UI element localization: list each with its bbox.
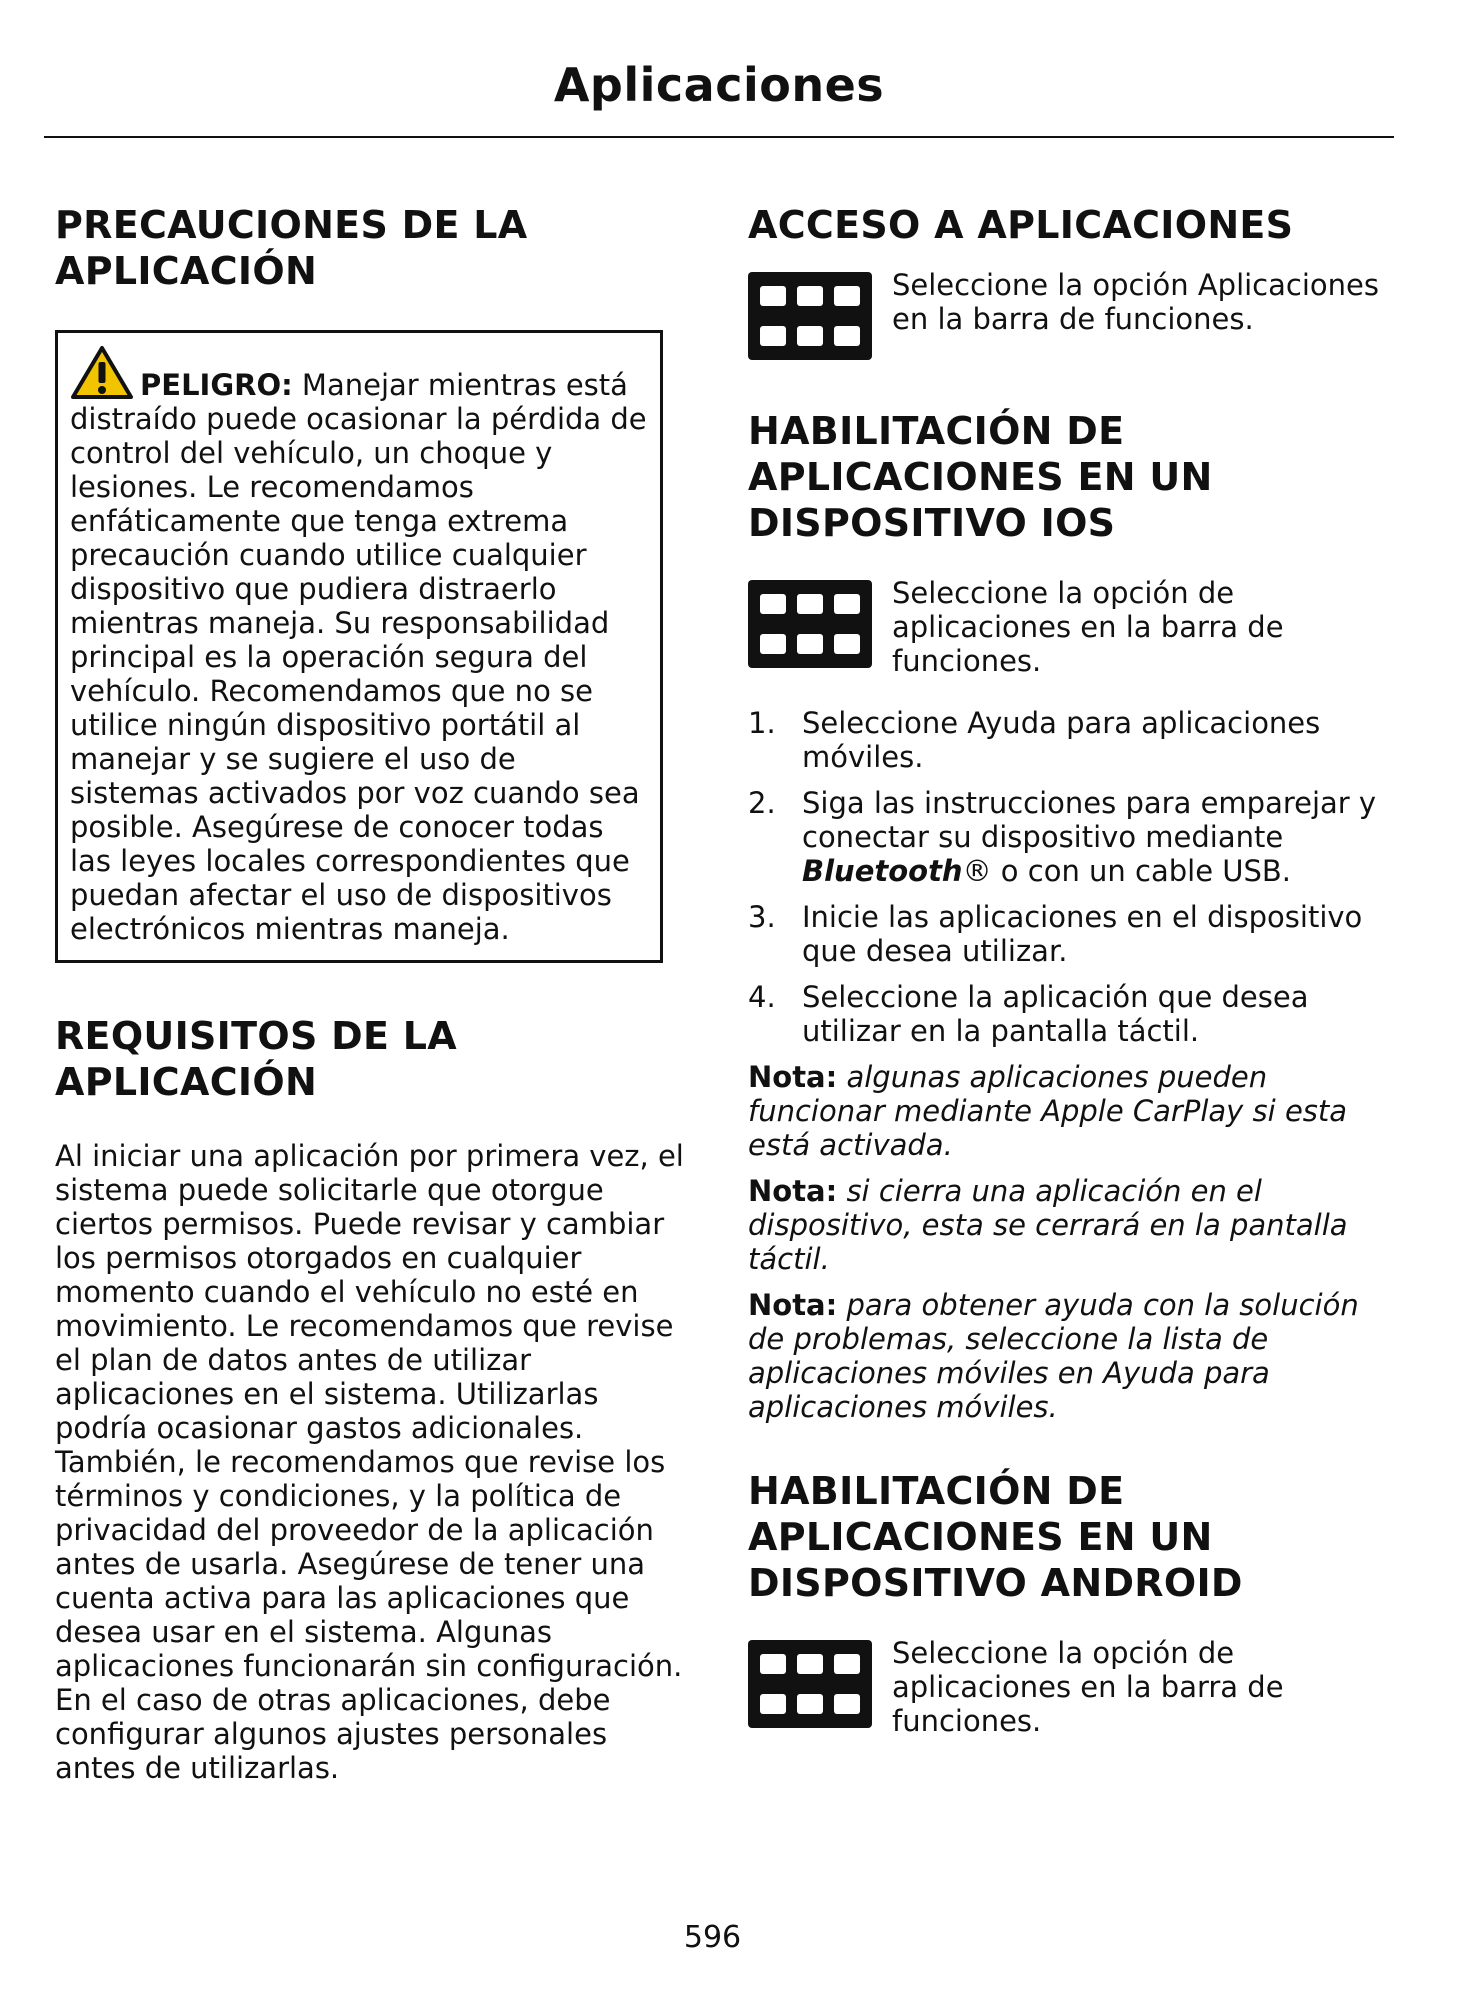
access-heading: ACCESO A APLICACIONES (748, 203, 1294, 247)
ios-text: Seleccione la opción de aplicaciones en la barra de funciones. (892, 576, 1284, 678)
warning-paragraph (70, 345, 648, 946)
requirements-paragraph: Al iniciar una aplicación por primera vez, el sistema puede solicitarle que otorgue ciertos permisos. Puede revisar y cambiar los permisos otorgados en cualquier momento cuando el vehículo no esté en movimiento. Le recomendamos que revise el plan de datos antes de utilizar aplicaciones en el sistema. Utilizarlas podría ocasionar gastos adicionales. También, le recomendamos que revise los términos y condiciones, y la política de privacidad del proveedor de la aplicación antes de usarla. Asegúrese de tener una cuenta activa para las aplicaciones que desea usar en el sistema. Algunas aplicaciones funcionarán sin configuración. En el caso de otras aplicaciones, debe configurar algunos ajustes personales antes de utilizarlas. (55, 1139, 684, 1785)
android-heading: HABILITACIÓN DE APLICACIONES EN UN DISPOSITIVO ANDROID (748, 1469, 1243, 1605)
note-carplay: Nota: algunas aplicaciones pueden funcionar mediante Apple CarPlay si esta está activada. (748, 1060, 1348, 1162)
apps-grid-icon (748, 580, 872, 668)
page-number: 596 (683, 1920, 742, 1955)
list-item: 2. Siga las instrucciones para emparejar y conectar su dispositivo mediante Bluetooth® o con un cable USB. (748, 786, 1377, 888)
danger-warning-box (55, 330, 663, 963)
warning-triangle-icon (70, 345, 134, 401)
bluetooth-term: Bluetooth (802, 854, 963, 888)
apps-grid-icon (748, 272, 872, 360)
warning-label: PELIGRO: (140, 368, 293, 402)
requirements-heading: REQUISITOS DE LA APLICACIÓN (55, 1014, 457, 1104)
list-item: 4. Seleccione la aplicación que desea utilizar en la pantalla táctil. (748, 980, 1309, 1048)
left-column (55, 202, 695, 1785)
warning-body: Manejar mientras está distraído puede ocasionar la pérdida de control del vehículo, un choque y lesiones. Le recomendamos enfáticamente que tenga extrema precaución cuando utilice cualquier dispositivo que pudiera distraerlo mientras maneja. Su responsabilidad principal es la operación segura del vehículo. Recomendamos que no se utilice ningún dispositivo portátil al manejar y se sugiere el uso de sistemas activados por voz cuando sea posible. Asegúrese de conocer todas las leyes locales correspondientes que puedan afectar el uso de dispositivos electrónicos mientras maneja. (70, 368, 647, 946)
ios-heading: HABILITACIÓN DE APLICACIONES EN UN DISPOSITIVO IOS (748, 409, 1213, 545)
android-instruction (748, 1636, 1388, 1738)
note-troubleshooting: Nota: para obtener ayuda con la solución de problemas, seleccione la lista de aplicaciones móviles en Ayuda para aplicaciones móviles. (748, 1288, 1359, 1424)
ios-instruction (748, 576, 1388, 678)
ios-steps-list (748, 706, 1388, 1048)
access-instruction (748, 268, 1388, 360)
page-title: Aplicaciones (553, 58, 885, 112)
precautions-heading: PRECAUCIONES DE LA APLICACIÓN (55, 203, 528, 293)
header-divider (44, 136, 1394, 138)
android-text: Seleccione la opción de aplicaciones en la barra de funciones. (892, 1636, 1284, 1738)
access-text: Seleccione la opción Aplicaciones en la barra de funciones. (892, 268, 1379, 336)
list-item: 1. Seleccione Ayuda para aplicaciones móviles. (748, 706, 1321, 774)
right-column (748, 202, 1388, 1738)
note-close-app: Nota: si cierra una aplicación en el dispositivo, esta se cerrará en la pantalla táctil. (748, 1174, 1348, 1276)
apps-grid-icon (748, 1640, 872, 1728)
list-item: 3. Inicie las aplicaciones en el dispositivo que desea utilizar. (748, 900, 1363, 968)
